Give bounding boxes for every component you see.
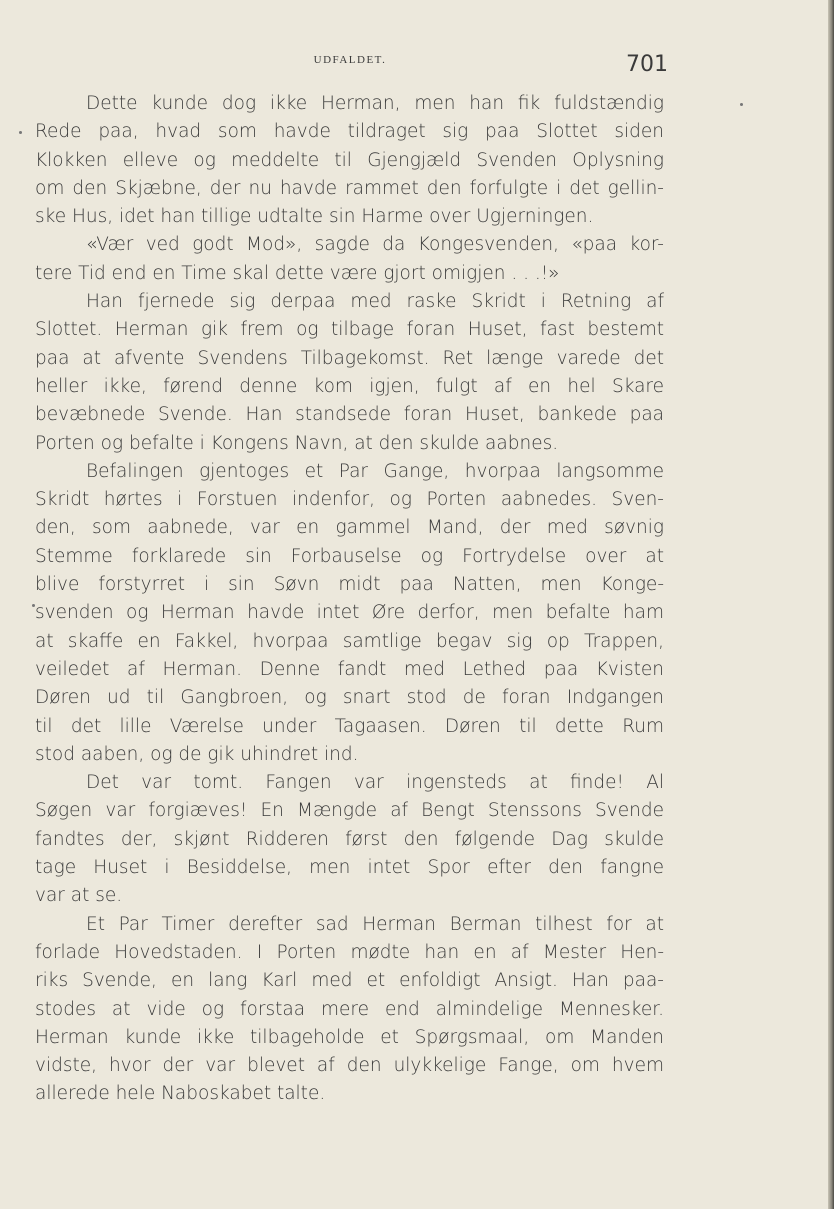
text-line: blive forstyrret i sin Søvn midt paa Natten, men Konge- xyxy=(35,574,664,596)
text-line: ske Hus, idet han tillige udtalte sin Harme over Ugjerningen. xyxy=(35,206,594,228)
text-line: svenden og Herman havde intet Øre derfor, men befalte ham xyxy=(35,602,664,624)
text-line: heller ikke, førend denne kom igjen, fulgt af en hel Skare xyxy=(35,375,664,397)
paragraph xyxy=(35,911,664,1109)
text-line: riks Svende, en lang Karl med et enfoldigt Ansigt. Han paa- xyxy=(35,970,664,992)
text-line: vidste, hvor der var blevet af den ulykkelige Fange, om hvem xyxy=(35,1055,664,1077)
text-line: Det var tomt. Fangen var ingensteds at finde! Al xyxy=(86,772,664,794)
text-line: stodes at vide og forstaa mere end almindelige Mennesker. xyxy=(35,998,664,1020)
text-line: Han fjernede sig derpaa med raske Skridt i Retning af xyxy=(86,291,664,313)
page-number: 701 xyxy=(626,52,668,77)
text-line: om den Skjæbne, der nu havde rammet den forfulgte i det gellin- xyxy=(35,177,664,199)
paragraph xyxy=(35,231,664,288)
text-line: at skaffe en Fakkel, hvorpaa samtlige begav sig op Trappen, xyxy=(35,630,664,652)
text-line: stod aaben, og de gik uhindret ind. xyxy=(35,743,359,765)
text-line: til det lille Værelse under Tagaasen. Døren til dette Rum xyxy=(35,715,664,737)
text-line: Herman kunde ikke tilbageholde et Spørgsmaal, om Manden xyxy=(35,1026,664,1048)
text-line: Søgen var forgiæves! En Mængde af Bengt Stenssons Svende xyxy=(35,800,664,822)
text-line: paa at afvente Svendens Tilbagekomst. Ret længe varede det xyxy=(35,347,664,369)
text-line: tage Huset i Besiddelse, men intet Spor efter den fangne xyxy=(35,857,664,879)
text-line: Skridt hørtes i Forstuen indenfor, og Porten aabnedes. Sven- xyxy=(35,489,664,511)
paragraph xyxy=(35,288,664,458)
text-line: den, som aabnede, var en gammel Mand, der med søvnig xyxy=(35,517,664,539)
text-line: Klokken elleve og meddelte til Gjengjæld Svenden Oplysning xyxy=(35,149,664,171)
text-line: Døren ud til Gangbroen, og snart stod de foran Indgangen xyxy=(35,687,664,709)
body-text xyxy=(35,90,664,1109)
text-line: Dette kunde dog ikke Herman, men han fik fuldstændig xyxy=(86,93,664,114)
text-line: Et Par Timer derefter sad Herman Berman tilhest for at xyxy=(86,913,664,935)
text-line: Porten og befalte i Kongens Navn, at den skulde aabnes. xyxy=(35,432,559,454)
margin-speck xyxy=(19,131,22,134)
text-line: Rede paa, hvad som havde tildraget sig paa Slottet siden xyxy=(35,121,664,143)
text-line: bevæbnede Svende. Han standsede foran Huset, bankede paa xyxy=(35,404,664,426)
text-line: var at se. xyxy=(35,885,123,907)
text-line: Befalingen gjentoges et Par Gange, hvorpaa langsomme xyxy=(86,460,664,482)
margin-speck xyxy=(740,103,743,106)
text-line: forlade Hovedstaden. I Porten mødte han en af Mester Hen- xyxy=(35,941,664,963)
paragraph xyxy=(35,769,664,910)
text-line: veiledet af Herman. Denne fandt med Lethed paa Kvisten xyxy=(35,658,664,680)
text-line: Slottet. Herman gik frem og tilbage foran Huset, fast bestemt xyxy=(35,319,664,341)
paragraph xyxy=(35,90,664,231)
text-line: allerede hele Naboskabet talte. xyxy=(35,1083,326,1105)
text-line: Stemme forklarede sin Forbauselse og Fortrydelse over at xyxy=(35,545,664,567)
text-line: «Vær ved godt Mod», sagde da Kongesvenden, «paa kor- xyxy=(86,234,664,256)
text-line: tere Tid end en Time skal dette være gjort omigjen . . .!» xyxy=(35,262,560,284)
paragraph xyxy=(35,458,664,769)
page-edge-shadow xyxy=(828,0,834,1209)
running-title: UDFALDET. xyxy=(313,54,387,66)
text-line: fandtes der, skjønt Ridderen først den følgende Dag skulde xyxy=(35,828,664,850)
